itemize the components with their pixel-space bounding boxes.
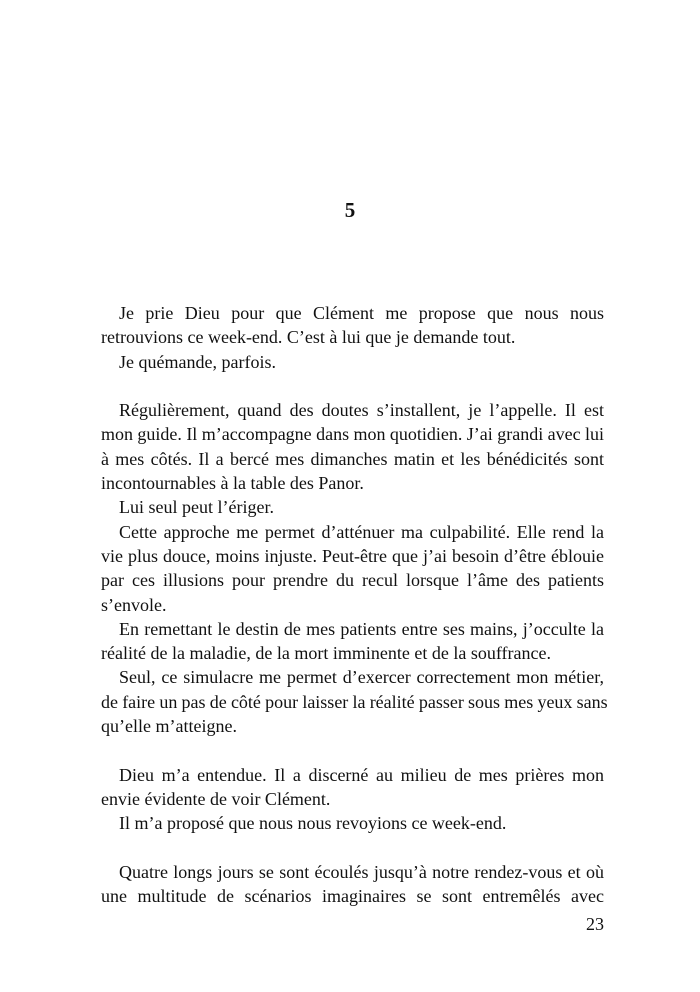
text-line: Lui seul peut l’ériger. (119, 497, 274, 518)
text-line: s’envole. (101, 594, 167, 615)
text-line: incontournables à la table des Panor. (101, 473, 364, 494)
page-number: 23 (586, 914, 604, 934)
text-line: par ces illusions pour prendre du recul lorsque l’âme des patients (101, 570, 604, 591)
text-line: mon guide. Il m’accompagne dans mon quotidien. J’ai grandi avec lui (101, 424, 604, 445)
text-line: En remettant le destin de mes patients entre ses mains, j’occulte la (119, 618, 604, 639)
text-line: Quatre longs jours se sont écoulés jusqu’à notre rendez-vous et où (119, 861, 604, 882)
text-line: Je prie Dieu pour que Clément me propose que nous nous (119, 303, 604, 323)
text-line: de faire un pas de côté pour laisser la réalité passer sous mes yeux sans (101, 691, 608, 712)
text-line: Il m’a proposé que nous nous revoyions ce week-end. (119, 813, 507, 834)
chapter-number: 5 (344, 198, 356, 222)
text-line: Régulièrement, quand des doutes s’installent, je l’appelle. Il est (119, 400, 604, 421)
text-line: réalité de la maladie, de la mort imminente et de la souffrance. (101, 643, 551, 664)
text-line: une multitude de scénarios imaginaires se sont entremêlés avec (101, 886, 604, 907)
section-break (101, 738, 604, 762)
section-break (101, 374, 604, 398)
text-line: Je quémande, parfois. (119, 351, 276, 372)
text-line: retrouvions ce week-end. C’est à lui que je demande tout. (101, 327, 516, 348)
text-line: Seul, ce simulacre me permet d’exercer correctement mon métier, (119, 667, 604, 688)
text-line: qu’elle m’atteigne. (101, 716, 237, 737)
body-text (101, 301, 608, 908)
text-line: vie plus douce, moins injuste. Peut-être que j’ai besoin d’être éblouie (101, 545, 604, 566)
text-line: Cette approche me permet d’atténuer ma culpabilité. Elle rend la (119, 521, 604, 542)
text-line: envie évidente de voir Clément. (101, 788, 331, 809)
text-line: à mes côtés. Il a bercé mes dimanches matin et les bénédicités sont (101, 448, 604, 469)
text-line: Dieu m’a entendue. Il a discerné au milieu de mes prières mon (119, 764, 604, 785)
section-break (101, 836, 604, 860)
